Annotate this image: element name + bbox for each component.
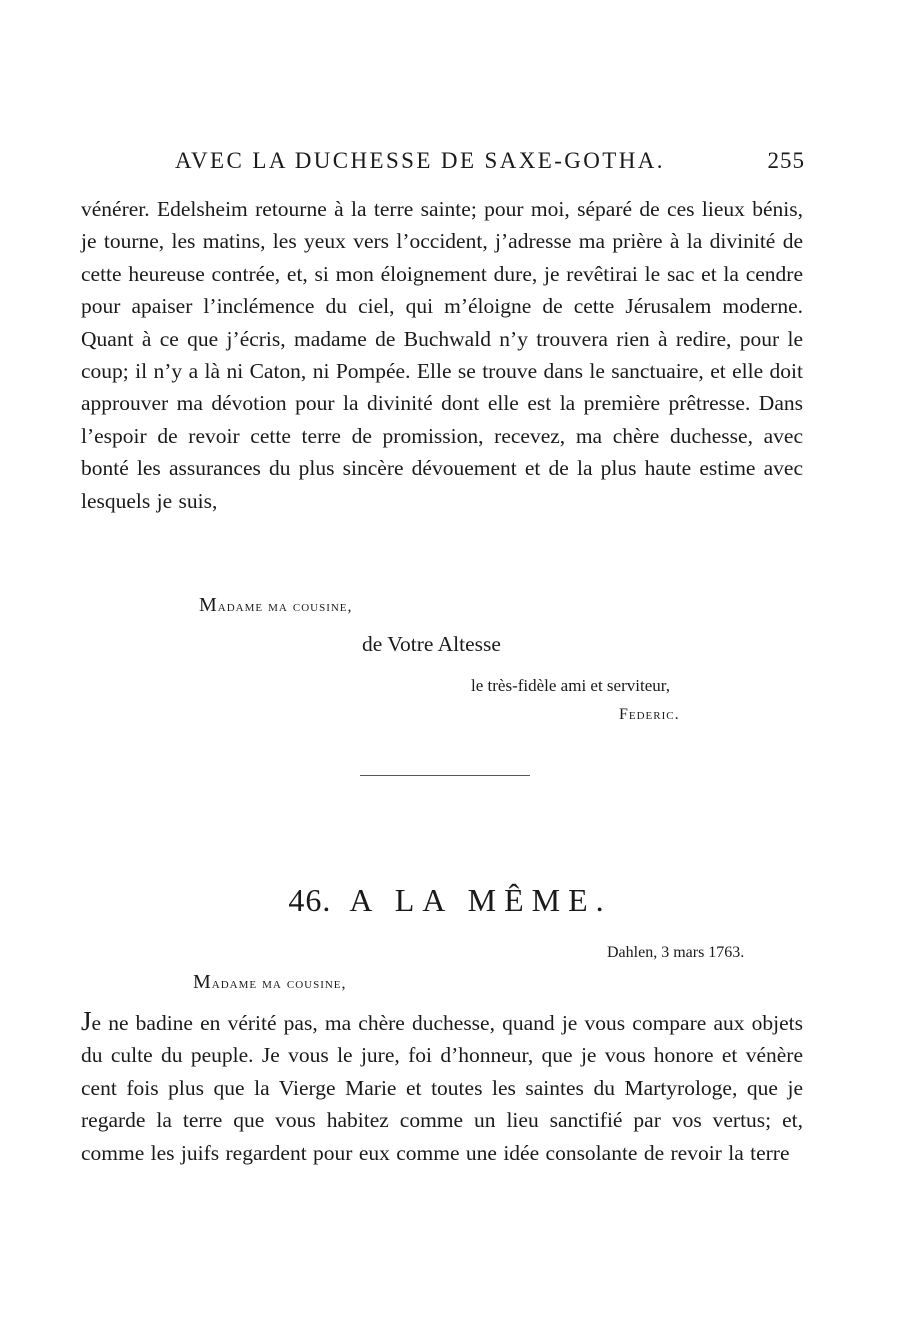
- dateline: Dahlen, 3 mars 1763.: [607, 944, 745, 961]
- closing-salutation: Madame ma cousine,: [199, 594, 353, 616]
- letter-body-continued: vénérer. Edelsheim retourne à la terre sainte; pour moi, séparé de ces lieux bénis, je tourne, les matins, les yeux vers l’occident, j’adresse ma prière à la divinité de cette heureuse contrée, et, si mon éloignement dure, je revêtirai le sac et la cendre pour apaiser l’inclémence du ciel, qui m’éloigne de cette Jérusalem moderne. Quant à ce que j’écris, madame de Buchwald n’y trouvera rien à redire, pour le coup; il n’y a là ni Caton, ni Pompée. Elle se trouve dans le sanctuaire, et elle doit approuver ma dévotion pour la divinité dont elle est la première prêtresse. Dans l’espoir de revoir cette terre de promission, recevez, ma chère duchesse, avec bonté les assurances du plus sincère dévouement et de la plus haute estime avec lesquels je suis,: [81, 197, 803, 513]
- closing-signoff: le très-fidèle ami et serviteur,: [471, 676, 670, 695]
- page-number: 255: [767, 148, 805, 173]
- closing-address: de Votre Altesse: [362, 632, 501, 656]
- letter-body-text: e ne badine en vérité pas, ma chère duchesse, quand je vous compare aux objets du culte du peuple. Je vous le jure, foi d’honneur, que je vous honore et vénère cent fois plus que la Vierge Marie et toutes les saintes du Martyrologe, que je regarde la terre que vous habitez comme un lieu sanctifié par vos vertus; et, comme les juifs regardent pour eux comme une idée consolante de revoir la terre: [81, 1011, 803, 1165]
- opening-salutation: Madame ma cousine,: [193, 971, 347, 993]
- signature: Federic.: [619, 706, 680, 723]
- letter-heading: [0, 882, 900, 919]
- section-divider: [360, 775, 530, 776]
- letter-body: [81, 1005, 803, 1169]
- running-title: AVEC LA DUCHESSE DE SAXE-GOTHA.: [175, 148, 665, 173]
- letter-number: 46.: [288, 882, 332, 918]
- running-head: [175, 148, 805, 178]
- letter-title: A LA MÊME.: [349, 882, 612, 918]
- initial-letter: J: [81, 1006, 92, 1036]
